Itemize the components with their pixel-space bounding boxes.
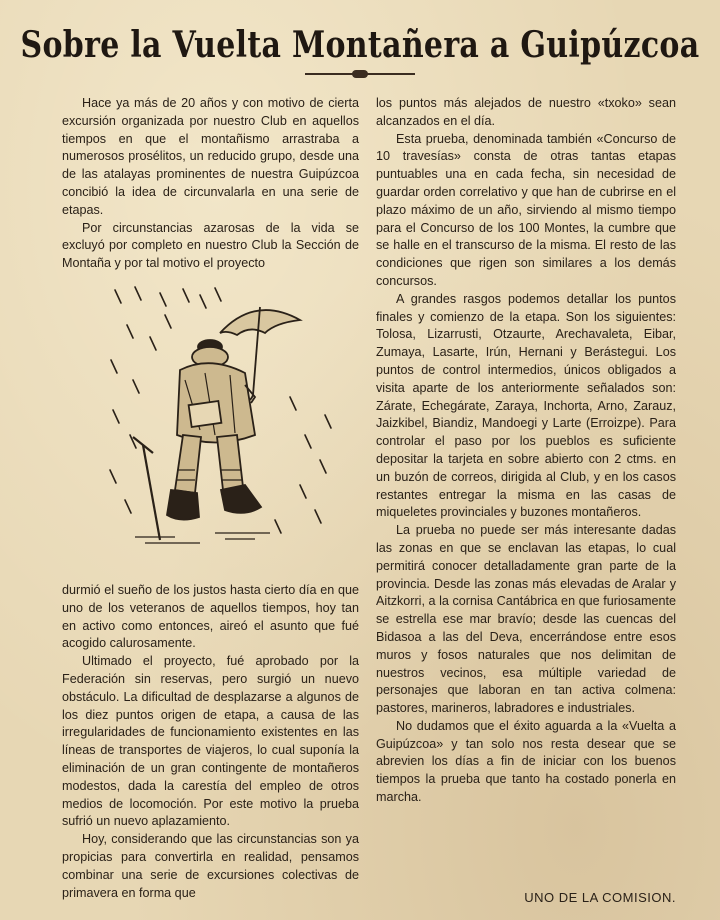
signature: UNO DE LA COMISION.: [524, 890, 676, 905]
ground-shadow: [135, 533, 270, 543]
paragraph: Hoy, considerando que las circunstancias son ya propicias para convertirla en realidad, pensamos combinar una serie de excursiones colectivas de primavera en forma que: [62, 832, 359, 900]
right-column: [376, 95, 676, 807]
article-title: Sobre la Vuelta Montañera a Guipúzcoa: [20, 24, 700, 67]
walking-stick: [133, 437, 160, 540]
paragraph: Esta prueba, denominada también «Concurso de 10 travesías» consta de otras tantas etapas puntuables una en cada fecha, sin necesidad de guardar orden correlativo y que han de cubrirse en el plazo máximo de un año, sirviendo al mismo tiempo para el Concurso de los 100 Montes, la cumbre que se halle en el transcurso de la misma. El resto de las condiciones que rigen son similares a los demás concursos.: [376, 131, 676, 288]
paragraph: los puntos más alejados de nuestro «txoko» sean alcanzados en el día.: [376, 96, 676, 128]
paragraph: La prueba no puede ser más interesante dadas las zonas en que se enclavan las etapas, lo cual permitirá conocer detalladamente gran parte de la provincia. Desde las zonas más elevadas de Aralar y Aitzkorri, a la cornisa Cantábrica en que furiosamente se estrella ese mar bravío; desde las cuencas del Bidasoa a las del Deva, encerrándose entre esos muros y fosos naturales que nos delimitan de nuestros vecinos, esa múltiple variedad de personajes que laboran en tan activa colmena: pastores, marineros, labradores e industriales.: [376, 523, 676, 716]
paragraph: A grandes rasgos podemos detallar los puntos finales y comienzo de la etapa. Son los siguientes: Tolosa, Lizarrusti, Otzaurte, Arechavaleta, Eibar, Zumaya, Lasarte, Irún, Hernani y Berástegui. Los puntos de control intermedios, únicos obligados a visita aparte de los anteriormente señalados son: Zárate, Echegárate, Zaraya, Inchorta, Arno, Zarauz, Jaizkibel, Biandiz, Mandoegi y Larte (Erroizpe). Para controlar el paso por los pueblos es suficiente depositar la tarjeta en sobre abierto con 2 ctms. en un buzón de correos, dirigida al Club, y en los casos restantes entregar la misma en las casas de miqueletes provinciales y buzones montañeros.: [376, 291, 676, 520]
paragraph: Hace ya más de 20 años y con motivo de cierta excursión organizada por nuestro Club en aquellos tiempos en que el montañismo arrastraba a numerosos prosélitos, un reducido grupo, desde una de las atalayas prominentes de nuestra Guipúzcoa concibió la idea de circunvalarla en una serie de etapas.: [62, 96, 359, 217]
paragraph: No dudamos que el éxito aguarda a la «Vuelta a Guipúzcoa» y tan solo nos resta desear que se abrevien los días a fin de iniciar con los buenos tiempos la prueba que tanto ha costado ponerla en marcha.: [376, 718, 676, 805]
left-column-top: [62, 95, 359, 273]
hiker-in-rain-illustration: [105, 285, 340, 570]
hiker: [167, 340, 261, 520]
paragraph: durmió el sueño de los justos hasta cierto día en que uno de los veteranos de aquellos tiempos, hoy tan en activo como entonces, aireó el asunto que fué acogido calurosamente.: [62, 583, 359, 651]
title-ornament: [305, 73, 415, 75]
paragraph: Por circunstancias azarosas de la vida se excluyó por completo en nuestro Club la Sección de Montaña y por tal motivo el proyecto: [62, 220, 359, 271]
paragraph: Ultimado el proyecto, fué aprobado por la Federación sin reservas, pero surgió un nuevo obstáculo. La dificultad de desplazarse a algunos de los diez puntos origen de etapa, a causa de las irregularidades de funcionamiento existentes en las líneas de transportes de viajeros, lo cual suponía la eliminación de un gran contingente de montañeros modestos, dada la carestía del empleo de otros medios de locomoción. Por este motivo la prueba sufrió un nuevo aplazamiento.: [62, 654, 359, 829]
left-column-bottom: [62, 582, 359, 902]
